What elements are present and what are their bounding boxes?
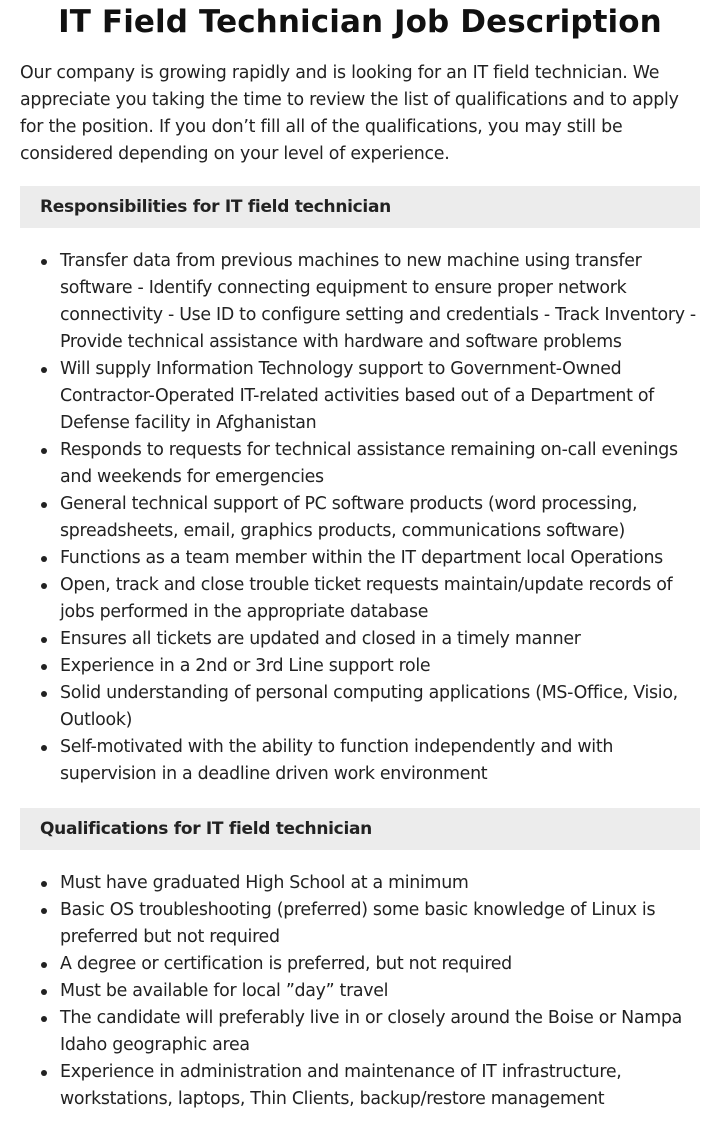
list-item: Functions as a team member within the IT department local Operations: [60, 545, 700, 572]
list-item: Will supply Information Technology support to Government-Owned Contractor-Operated IT-related activities based out of a Department of Defense facility in Afghanistan: [60, 356, 700, 437]
page-title: IT Field Technician Job Description: [58, 4, 662, 40]
list-item: Ensures all tickets are updated and closed in a timely manner: [60, 626, 700, 653]
list-item: Must have graduated High School at a minimum: [60, 870, 700, 897]
list-item: General technical support of PC software products (word processing, spreadsheets, email, graphics products, communications software): [60, 491, 700, 545]
list-item: Self-motivated with the ability to function independently and with supervision in a deadline driven work environment: [60, 734, 700, 788]
list-item: Experience in administration and maintenance of IT infrastructure, workstations, laptops, Thin Clients, backup/restore management: [60, 1059, 700, 1113]
list-item: Experience in a 2nd or 3rd Line support role: [60, 653, 700, 680]
qualifications-heading: Qualifications for IT field technician: [20, 808, 700, 850]
list-item: Basic OS troubleshooting (preferred) some basic knowledge of Linux is preferred but not required: [60, 897, 700, 951]
list-item: A degree or certification is preferred, but not required: [60, 951, 700, 978]
intro-paragraph: Our company is growing rapidly and is looking for an IT field technician. We appreciate you taking the time to review the list of qualifications and to apply for the position. If you don’t fill all of the qualifications, you may still be considered depending on your level of experience.: [20, 63, 679, 164]
list-item: Open, track and close trouble ticket requests maintain/update records of jobs performed in the appropriate database: [60, 572, 700, 626]
list-item: Solid understanding of personal computing applications (MS-Office, Visio, Outlook): [60, 680, 700, 734]
qualifications-list: [20, 870, 700, 1113]
list-item: Transfer data from previous machines to new machine using transfer software - Identify connecting equipment to ensure proper network connectivity - Use ID to configure setting and credentials - Track Inventory - Provide technical assistance with hardware and software problems: [60, 248, 700, 356]
list-item: Responds to requests for technical assistance remaining on-call evenings and weekends for emergencies: [60, 437, 700, 491]
responsibilities-heading: Responsibilities for IT field technician: [20, 186, 700, 228]
list-item: The candidate will preferably live in or closely around the Boise or Nampa Idaho geographic area: [60, 1005, 700, 1059]
list-item: Must be available for local ”day” travel: [60, 978, 700, 1005]
responsibilities-list: [20, 248, 700, 788]
